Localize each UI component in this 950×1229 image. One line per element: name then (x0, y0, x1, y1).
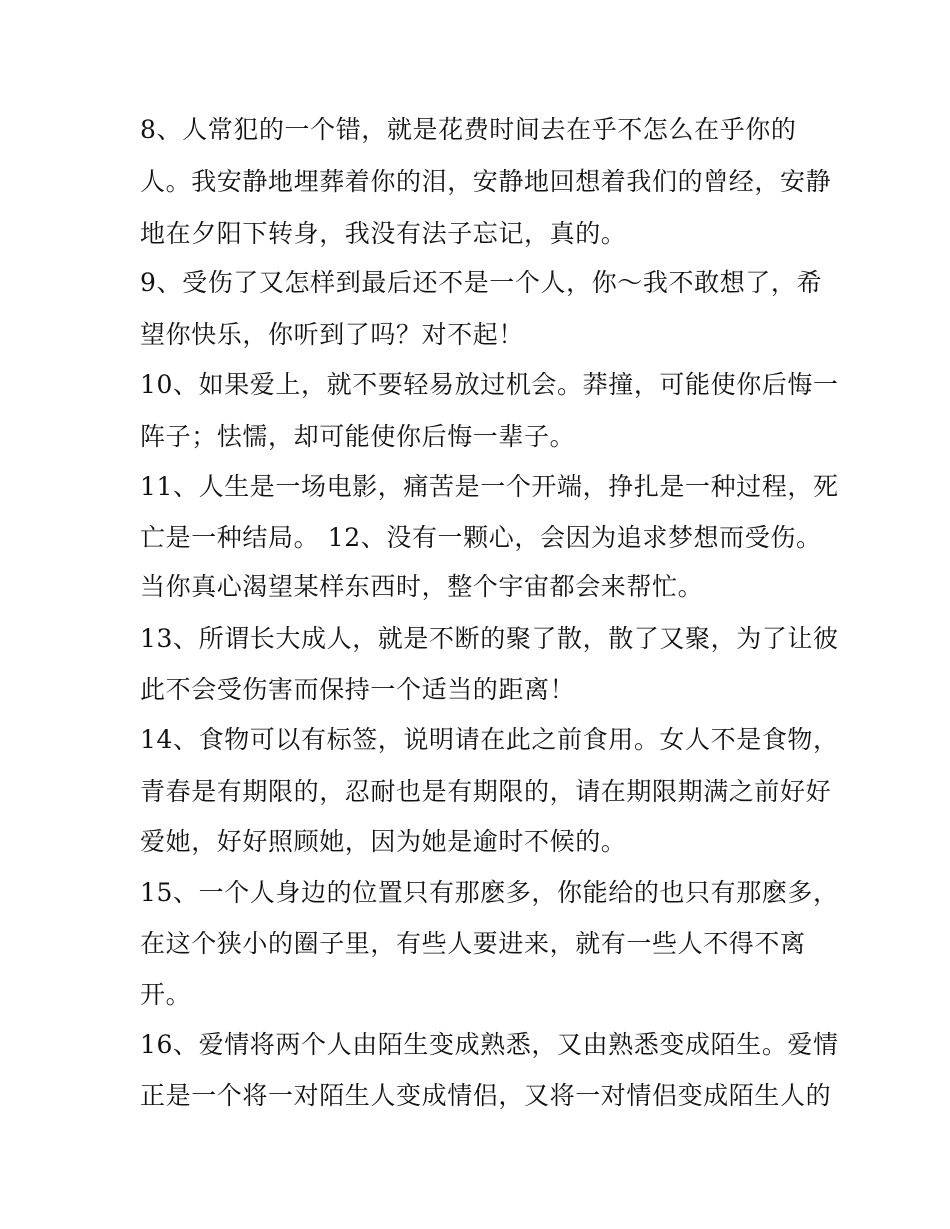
text-line: 人。我安静地埋葬着你的泪，安静地回想着我们的曾经，安静 (140, 167, 832, 196)
text-line: 在这个狭小的圈子里，有些人要进来，就有一些人不得不离 (140, 929, 806, 958)
text-line: 爱她，好好照顾她，因为她是逾时不候的。 (140, 827, 627, 856)
text-line: 阵子；怯懦，却可能使你后悔一辈子。 (140, 422, 576, 451)
text-line: 10、如果爱上，就不要轻易放过机会。莽撞，可能使你后悔一 (140, 370, 839, 399)
text-line: 13、所谓长大成人，就是不断的聚了散，散了又聚，为了让彼 (140, 624, 839, 653)
text-line: 亡是一种结局。 12、没有一颗心，会因为追求梦想而受伤。 (140, 523, 822, 552)
text-line: 地在夕阳下转身，我没有法子忘记，真的。 (140, 219, 627, 248)
text-line: 此不会受伤害而保持一个适当的距离！ (140, 675, 576, 704)
text-line: 当你真心渴望某样东西时，整个宇宙都会来帮忙。 (140, 572, 704, 601)
text-line: 望你快乐，你听到了吗？对不起！ (140, 320, 525, 349)
text-line: 16、爱情将两个人由陌生变成熟悉，又由熟悉变成陌生。爱情 (140, 1030, 839, 1059)
text-line: 14、食物可以有标签，说明请在此之前食用。女人不是食物， (140, 725, 839, 754)
text-line: 15、一个人身边的位置只有那麽多，你能给的也只有那麽多， (140, 878, 839, 907)
text-line: 正是一个将一对陌生人变成情侣，又将一对情侣变成陌生人的 (140, 1081, 832, 1110)
text-line: 8、人常犯的一个错，就是花费时间去在乎不怎么在乎你的 (140, 115, 797, 144)
text-line: 9、受伤了又怎样到最后还不是一个人，你～我不敢想了，希 (140, 268, 823, 297)
text-line: 开。 (140, 980, 192, 1009)
text-line: 青春是有期限的，忍耐也是有期限的，请在期限期满之前好好 (140, 777, 832, 806)
text-line: 11、人生是一场电影，痛苦是一个开端，挣扎是一种过程，死 (140, 472, 839, 501)
